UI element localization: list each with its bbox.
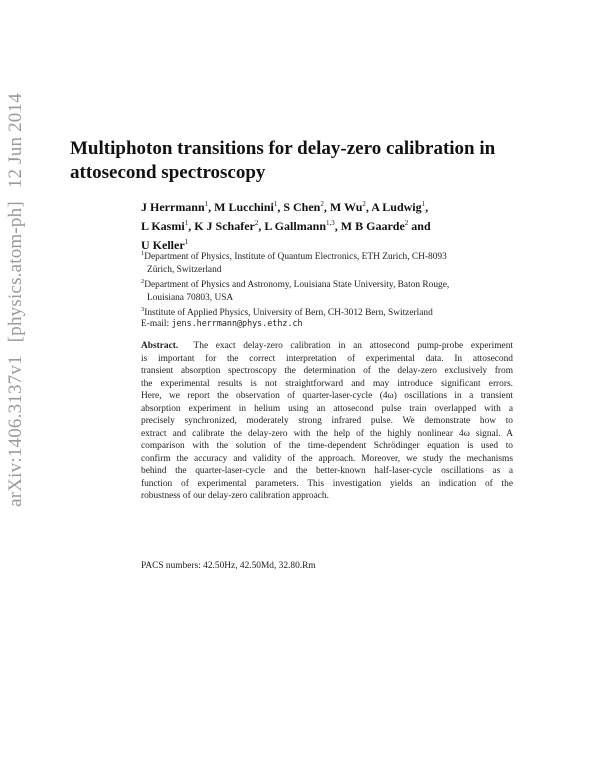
author: K J Schafer$^2$,: [194, 219, 265, 233]
abstract-line: the experimental results is not straightforward and may introduce significant errors.: [141, 378, 513, 389]
pacs-numbers: PACS numbers: 42.50Hz, 42.50Md, 32.80.Rm: [141, 561, 316, 571]
author: S Chen$^2$,: [283, 200, 330, 214]
arxiv-identifier: [5, 0, 27, 600]
arxiv-date: 12 Jun 2014: [5, 93, 26, 189]
author: A Ludwig$^1$,: [371, 200, 429, 214]
author: L Kasmi$^1$,: [141, 219, 195, 233]
abstract-line: robustness of our delay-zero calibration approach.: [141, 491, 329, 501]
affiliation: $^3$Institute of Applied Physics, University of Bern, CH-3012 Bern, Switzerland: [141, 306, 433, 319]
abstract-line: precisely synchronized, moderately strong infrared pulse. We demonstrate how to: [141, 416, 513, 426]
affiliation: $^1$Department of Physics, Institute of Quantum Electronics, ETH Zurich, CH-8093 Zürich, Switzerland: [141, 250, 447, 275]
author: M Lucchini$^1$,: [214, 200, 284, 214]
contact-email: [141, 317, 521, 330]
arxiv-id: arXiv:1406.3137v1: [5, 355, 26, 507]
paper-title: Multiphoton transitions for delay-zero calibration in attosecond spectroscopy: [70, 138, 496, 183]
author: J Herrmann$^1$,: [141, 200, 215, 214]
abstract-line: absorption experiment in helium using an attosecond pulse train overlapped with a: [141, 403, 513, 414]
abstract-line: transient absorption spectroscopy the determination of the delay-zero exclusively from: [141, 366, 513, 376]
abstract-label: Abstract.: [141, 341, 179, 351]
email-address[interactable]: jens.herrmann@phys.ethz.ch: [171, 318, 303, 328]
abstract-line: Here, we report the observation of quarter-laser-cycle (4ω) oscillations in a transient: [141, 391, 513, 401]
author: M Wu$^2$,: [329, 200, 372, 214]
affiliations: [141, 248, 521, 320]
abstract-line: extract and calibrate the delay-zero with the help of the highly nonlinear 4ω signal. A: [141, 428, 513, 439]
email-label: E-mail:: [141, 319, 170, 329]
abstract-line: Abstract. The exact delay-zero calibration in an attosecond pump-probe experiment: [141, 341, 513, 351]
author: M B Gaarde$^2$ and: [340, 219, 431, 233]
abstract-line: behind the quarter-laser-cycle and the better-known half-laser-cycle oscillations as a: [141, 466, 513, 476]
arxiv-category: [physics.atom-ph]: [5, 201, 26, 343]
abstract-line: confirm the accuracy and validity of the approach. Moreover, we study the mechanisms: [141, 453, 513, 464]
abstract-line: comparison with the solution of the time-dependent Schrödinger equation is used to: [141, 441, 513, 451]
author-list: [141, 196, 511, 253]
abstract-line: is important for the correct interpretation of experimental data. In attosecond: [141, 353, 513, 364]
author: L Gallmann$^{1,3}$,: [264, 219, 341, 233]
affiliation: $^2$Department of Physics and Astronomy, Louisiana State University, Baton Rouge, Louisiana 70803, USA: [141, 278, 450, 303]
abstract: [141, 340, 513, 503]
abstract-line: function of experimental parameters. This investigation yields an indication of the: [141, 478, 513, 489]
author: U Keller$^1$: [141, 238, 189, 252]
